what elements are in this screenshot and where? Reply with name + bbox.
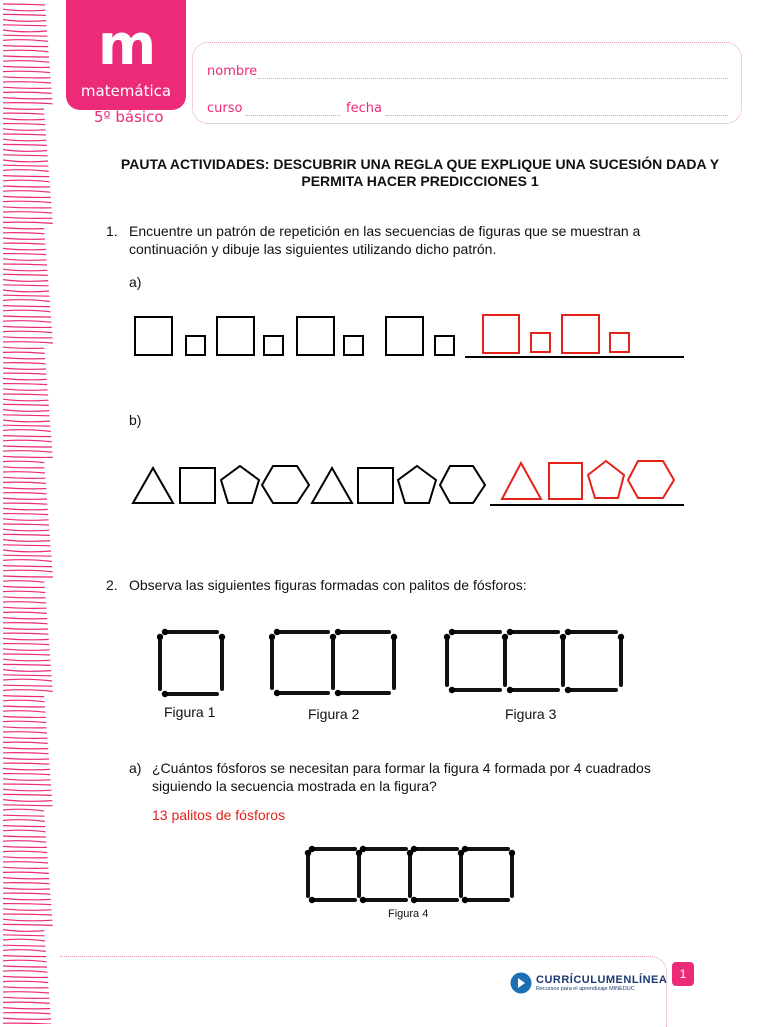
decorative-left-border <box>0 0 58 1024</box>
answer-pentagon <box>588 461 624 498</box>
matchstick-head <box>407 850 413 856</box>
question-2a-label: a) <box>129 760 142 776</box>
part-b-label: b) <box>129 412 142 428</box>
field-label-nombre: nombre <box>207 64 258 79</box>
matchstick-head <box>356 850 362 856</box>
triangle-shape <box>133 468 173 503</box>
matchstick-head <box>269 634 275 640</box>
sequence-a-squares <box>128 308 688 364</box>
matchstick-head <box>449 687 455 693</box>
pentagon-shape <box>398 466 436 503</box>
curso-input-line[interactable] <box>245 115 340 116</box>
sequence-b-polygons <box>128 452 688 510</box>
matchstick-head <box>444 634 450 640</box>
triangle-shape <box>312 468 352 503</box>
field-label-fecha: fecha <box>346 101 382 116</box>
question-1-number: 1. <box>106 223 118 239</box>
matchstick-head <box>391 634 397 640</box>
fecha-input-line[interactable] <box>386 115 728 116</box>
matchstick-head <box>411 897 417 903</box>
matchstick-figure-4 <box>300 842 520 906</box>
figure-4-label: Figura 4 <box>388 908 429 920</box>
title-line-1: PAUTA ACTIVIDADES: DESCUBRIR UNA REGLA QUE EXPLIQUE UNA SUCESIÓN DADA Y <box>120 156 720 172</box>
field-label-curso: curso <box>207 101 243 116</box>
question-2a-line-1: ¿Cuántos fósforos se necesitan para formar la figura 4 formada por 4 cuadrados <box>152 760 651 776</box>
question-1-text <box>129 222 669 258</box>
matchstick-head <box>360 897 366 903</box>
question-2a-line-2: siguiendo la secuencia mostrada en la figura? <box>152 778 437 794</box>
figure-2-label: Figura 2 <box>308 706 360 722</box>
matchstick-head <box>274 629 280 635</box>
matchstick-head <box>618 634 624 640</box>
worksheet-title <box>100 156 740 190</box>
curriculum-logo-icon <box>510 972 532 994</box>
answer-square <box>549 463 582 499</box>
question-1-line-2: continuación y dibuje las siguientes utilizando dicho patrón. <box>129 241 497 257</box>
matchstick-head <box>305 850 311 856</box>
figure-3-label: Figura 3 <box>505 706 557 722</box>
nombre-input-line[interactable] <box>258 78 728 79</box>
small-square <box>264 336 283 355</box>
title-line-2: PERMITA HACER PREDICCIONES 1 <box>301 173 539 189</box>
answer-triangle <box>502 463 541 499</box>
matchstick-figures-1-3 <box>150 622 640 700</box>
small-square <box>186 336 205 355</box>
question-2-text: Observa las siguientes figuras formadas con palitos de fósforos: <box>129 577 527 593</box>
matchstick-head <box>507 687 513 693</box>
question-2a-text <box>152 759 651 795</box>
pentagon-shape <box>221 466 259 503</box>
matchstick-head <box>157 634 163 640</box>
matchstick-head <box>565 629 571 635</box>
big-square <box>386 317 423 355</box>
matchstick-head <box>449 629 455 635</box>
matchstick-head <box>502 634 508 640</box>
part-a-label: a) <box>129 274 142 290</box>
matchstick-head <box>560 634 566 640</box>
matchstick-head <box>509 850 515 856</box>
hexagon-shape <box>440 466 485 503</box>
figure-1-label: Figura 1 <box>164 704 216 720</box>
logo-letter: m <box>97 13 155 78</box>
small-square <box>344 336 363 355</box>
student-info-frame <box>192 42 742 124</box>
matchstick-head <box>335 629 341 635</box>
footer-brand-sub: Recursos para el aprendizaje MINEDUC <box>536 986 635 992</box>
answer-big-square <box>483 315 519 353</box>
question-2-number: 2. <box>106 577 118 593</box>
curriculum-en-linea-logo <box>510 972 667 994</box>
matchstick-head <box>335 690 341 696</box>
matchstick-head <box>274 690 280 696</box>
matchstick-head <box>162 691 168 697</box>
page-number-badge: 1 <box>672 962 694 986</box>
square-shape <box>180 468 215 503</box>
big-square <box>297 317 334 355</box>
matematica-logo <box>66 0 186 110</box>
matchstick-head <box>458 850 464 856</box>
logo-word: matemática <box>80 82 172 100</box>
answer-small-square <box>610 333 629 352</box>
matchstick-head <box>309 897 315 903</box>
matchstick-head <box>219 634 225 640</box>
matchstick-head <box>462 897 468 903</box>
answer-big-square <box>562 315 599 353</box>
square-shape <box>358 468 393 503</box>
hexagon-shape <box>262 466 309 503</box>
big-square <box>217 317 254 355</box>
matchstick-head <box>565 687 571 693</box>
answer-hexagon <box>628 461 674 498</box>
matchstick-head <box>162 629 168 635</box>
matchstick-head <box>330 634 336 640</box>
matchstick-head <box>507 629 513 635</box>
answer-text: 13 palitos de fósforos <box>152 807 286 823</box>
big-square <box>135 317 172 355</box>
answer-small-square <box>531 333 550 352</box>
question-1-line-1: Encuentre un patrón de repetición en las secuencias de figuras que se muestran a <box>129 223 641 239</box>
footer-brand: CURRÍCULUMENLÍNEA <box>536 974 668 986</box>
grade-label: 5º básico <box>94 108 164 126</box>
small-square <box>435 336 454 355</box>
